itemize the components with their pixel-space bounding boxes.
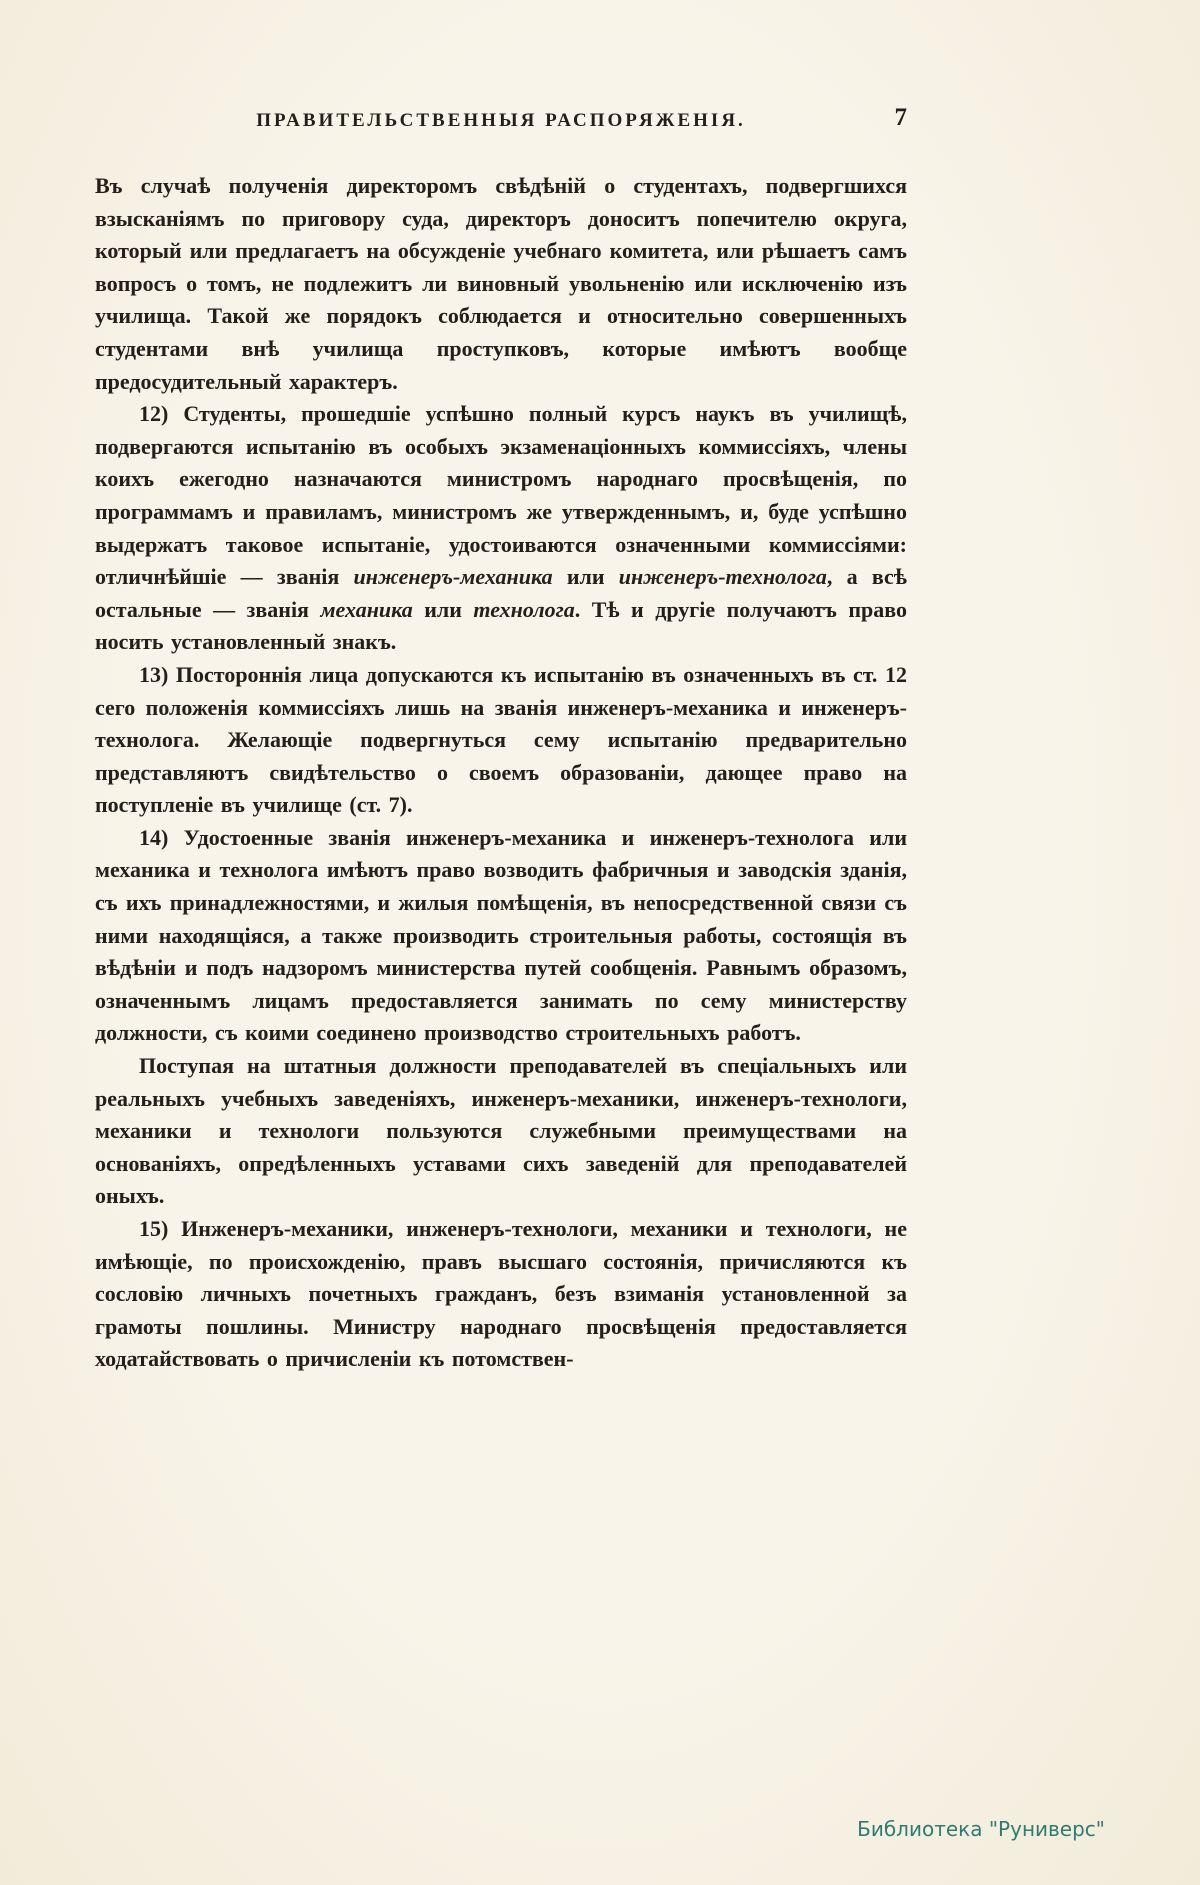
paragraph xyxy=(95,1050,907,1213)
running-title: ПРАВИТЕЛЬСТВЕННЫЯ РАСПОРЯЖЕНІЯ. xyxy=(256,110,746,131)
text-segment: 14) Удостоенные званія инженеръ-механика и инженеръ-технолога или механика и технолога имѣютъ право возводить фабричныя и заводскія зданія, съ ихъ принадлежностями, и жилыя помѣщенія, въ непосредственной связи съ ними находящіяся, а также производить строительныя работы, состоящія въ вѣдѣніи и подъ надзоромъ министерства путей сообщенія. Равнымъ образомъ, означеннымъ лицамъ предоставляется занимать по сему министерству должности, съ коими соединено производство строительныхъ работъ. xyxy=(95,824,907,1046)
text-segment: или xyxy=(412,596,474,622)
text-segment: 12) Студенты, прошедшіе успѣшно полный курсъ наукъ въ училищѣ, подвергаются испытанію въ особыхъ экзаменаціонныхъ коммиссіяхъ, члены коихъ ежегодно назначаются министромъ народнаго просвѣщенія, по программамъ и правиламъ, министромъ же утвержденнымъ, и, буде успѣшно выдержатъ таковое испытаніе, удостоиваются означенными коммиссіями: отличнѣйшіе — званія xyxy=(95,401,907,590)
text-segment: , а всѣ остальные — званія xyxy=(95,564,907,622)
text-segment: или xyxy=(552,564,619,590)
text-segment: Въ случаѣ полученія директоромъ свѣдѣній о студентахъ, подвергшихся взысканіямъ по приговору суда, директоръ доноситъ попечителю округа, который или предлагаетъ на обсужденіе учебнаго комитета, или рѣшаетъ самъ вопросъ о томъ, не подлежитъ ли виновный увольненію или исключенію изъ училища. Такой же порядокъ соблюдается и относительно совершенныхъ студентами внѣ училища проступковъ, которые имѣютъ вообще предосудительный характеръ. xyxy=(95,173,907,394)
text-segment-italic: механика xyxy=(320,596,413,622)
page-number: 7 xyxy=(894,104,907,131)
paragraph xyxy=(95,398,907,659)
text-segment-italic: технолога xyxy=(473,596,575,622)
paragraph xyxy=(95,659,907,822)
text-segment: 13) Постороннія лица допускаются къ испытанію въ означенныхъ въ ст. 12 сего положенія коммиссіяхъ лишь на званія инженеръ-механика и инженеръ-технолога. Желающіе подвергнуться сему испытанію предварительно представляютъ свидѣтельство о своемъ образованіи, дающее право на поступленіе въ училище (ст. 7). xyxy=(95,661,907,818)
text-segment: 15) Инженеръ-механики, инженеръ-технологи, механики и технологи, не имѣющіе, по происхожденію, правъ высшаго состоянія, причисляются къ сословію личныхъ почетныхъ гражданъ, безъ взиманія установленной за грамоты пошлины. Министру народнаго просвѣщенія предоставляется ходатайствовать о причисленіи къ потомствен- xyxy=(95,1216,907,1372)
text-segment: . Тѣ и другіе получаютъ право носить установленный знакъ. xyxy=(95,596,907,655)
paragraph xyxy=(95,1213,907,1376)
text-block xyxy=(95,170,907,1376)
text-segment-italic: инженеръ-механика xyxy=(353,564,553,590)
text-segment: Поступая на штатныя должности преподавателей въ спеціальныхъ или реальныхъ учебныхъ заведеніяхъ, инженеръ-механики, инженеръ-технологи, механики и технологи пользуются служебными преимуществами на основаніяхъ, опредѣленныхъ уставами сихъ заведеній для преподавателей оныхъ. xyxy=(95,1053,907,1209)
page-header xyxy=(95,104,907,132)
text-segment-italic: инженеръ-технолога xyxy=(618,564,827,590)
paragraph xyxy=(95,170,907,398)
library-watermark: Библиотека "Руниверс" xyxy=(857,1817,1105,1841)
paragraph xyxy=(95,822,907,1050)
